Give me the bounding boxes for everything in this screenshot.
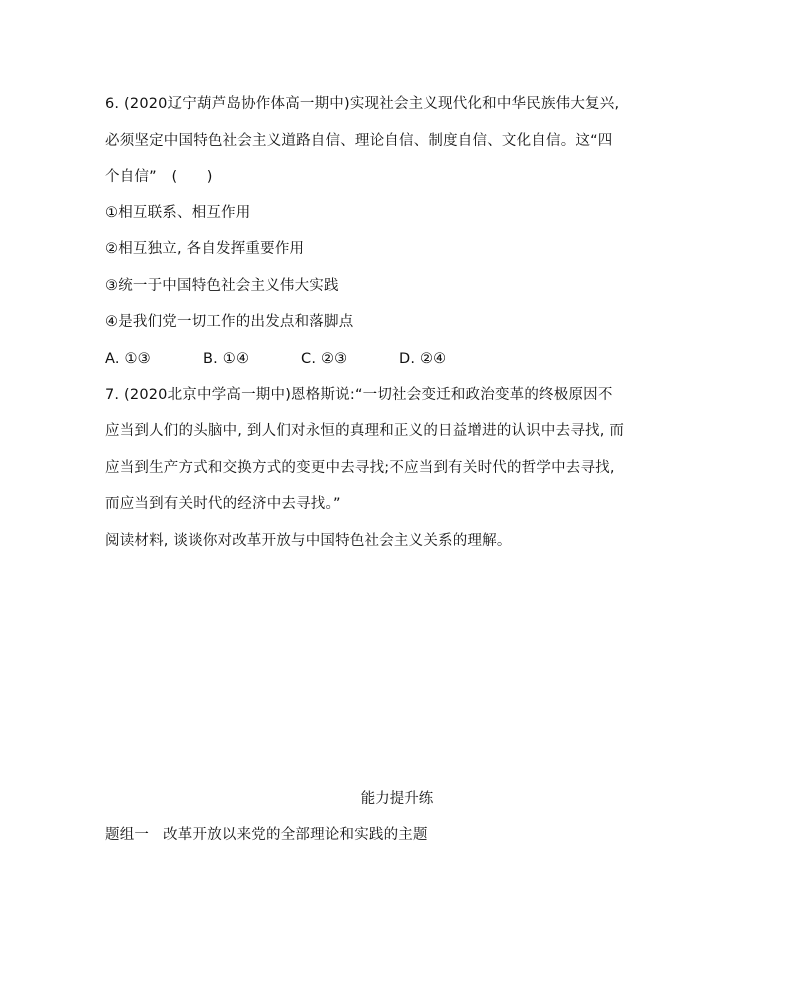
option-b: B. ①④ xyxy=(203,351,250,367)
question-6-line-1: 6. (2020辽宁葫芦岛协作体高一期中)实现社会主义现代化和中华民族伟大复兴, xyxy=(105,96,620,112)
question-6-statement-2: ②相互独立, 各自发挥重要作用 xyxy=(105,241,305,257)
question-6-options xyxy=(105,349,446,369)
question-7-line-3: 应当到生产方式和交换方式的变更中去寻找;不应当到有关时代的哲学中去寻找, xyxy=(105,460,615,476)
question-6-statement-3: ③统一于中国特色社会主义伟大实践 xyxy=(105,278,339,294)
question-6-statement-4: ④是我们党一切工作的出发点和落脚点 xyxy=(105,314,354,330)
option-c: C. ②③ xyxy=(301,351,348,367)
option-d: D. ②④ xyxy=(399,351,447,367)
question-7-line-4: 而应当到有关时代的经济中去寻找。” xyxy=(105,496,341,512)
question-6-line-3: 个自信” ( ) xyxy=(105,169,213,185)
question-6-statement-1: ①相互联系、相互作用 xyxy=(105,205,251,221)
question-7-line-2: 应当到人们的头脑中, 到人们对永恒的真理和正义的日益增进的认识中去寻找, 而 xyxy=(105,423,625,439)
option-a: A. ①③ xyxy=(105,351,151,367)
question-7-line-1: 7. (2020北京中学高一期中)恩格斯说:“一切社会变迁和政治变革的终极原因不 xyxy=(105,387,613,403)
question-6-line-2: 必须坚定中国特色社会主义道路自信、理论自信、制度自信、文化自信。这“四 xyxy=(105,133,613,149)
group-title: 改革开放以来党的全部理论和实践的主题 xyxy=(163,827,428,843)
section-title: 能力提升练 xyxy=(360,791,434,807)
question-7-prompt: 阅读材料, 谈谈你对改革开放与中国特色社会主义关系的理解。 xyxy=(105,533,512,549)
group-label: 题组一 xyxy=(105,827,150,843)
group-heading xyxy=(105,825,428,845)
